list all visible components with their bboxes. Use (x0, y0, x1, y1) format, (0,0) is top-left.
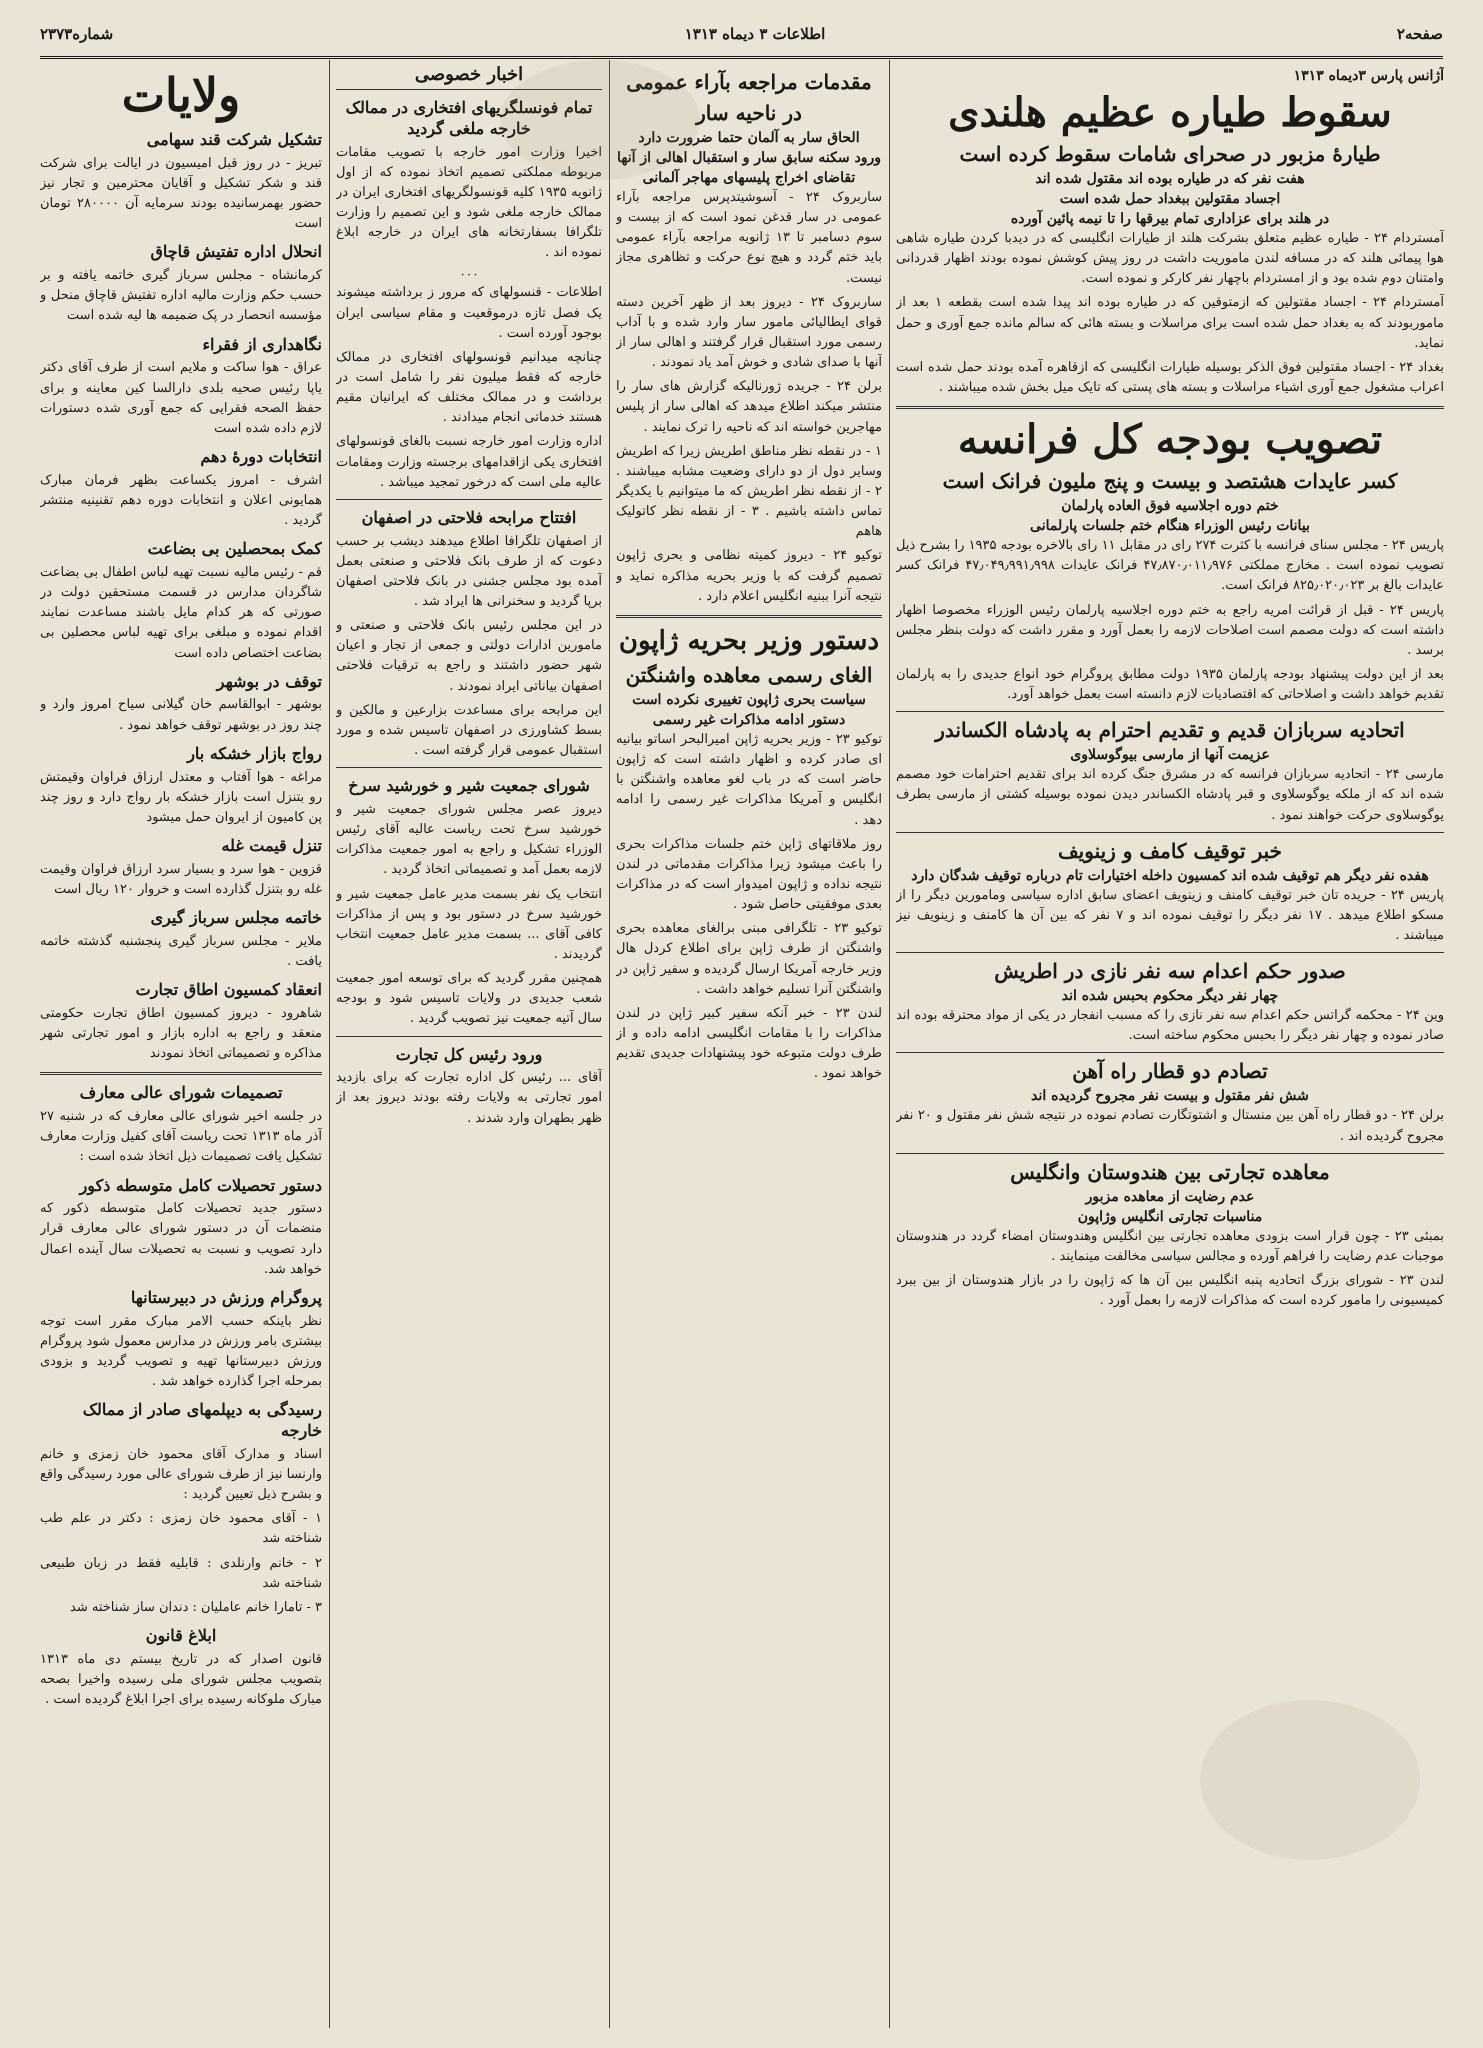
headline-dutch-plane: سقوط طیاره عظیم هلندی (948, 89, 1392, 136)
article-paragraph: دیروز عصر مجلس شورای جمعیت شیر و خورشید سرخ تحت ریاست عالیه آقای رئیس الوزراء تشکیل و راجع به امور جمعیت مذاکرات لازمه بعمل آمد و تصمیماتی اتخاذ گردید . (336, 801, 602, 878)
headline-japan-navy: دستور وزیر بحریه ژاپون (618, 625, 880, 656)
subheadline: ختم دوره اجلاسیه فوق العاده پارلمان (1061, 498, 1279, 515)
masthead-rule (40, 56, 1443, 59)
headline-education-council: تصمیمات شورای عالی معارف (79, 1083, 283, 1103)
column-private-news (336, 64, 602, 2028)
headline-isfahan-bank: افتتاح مرابحه فلاحتی در اصفهان (361, 507, 577, 527)
column-saar-japan (616, 64, 882, 2028)
headline-red-lion: شورای جمعیت شیر و خورشید سرخ (348, 776, 590, 796)
article-paragraph: پاریس ۲۴ - مجلس سنای فرانسه با کثرت ۲۷۴ رای در مقابل ۱۱ رای بالاخره بودجه ۱۹۳۵ را بشرح ذیل تصویب نموده است . مخارج مملکتی ۴۷٫۸۷۰٫۰۱۱٫۹۷۶ فرانک عایدات ۴۷٫۰۴۹٫۹۹۱٫۹۹۸ فرانک کسر عایدات بالغ بر ۸۲۵٫۰۲۰٫۰۲۳ فرانک است. (896, 538, 1444, 594)
headline-india-trade: معاهده تجارتی بین هندوستان وانگلیس (1010, 1159, 1330, 1184)
headline-austria: صدور حکم اعدام سه نفر نازی در اطریش (994, 959, 1346, 984)
article-paragraph: اسناد و مدارک آقای محمود خان زمزی و خانم وارنسا نیز از طرف شورای عالی مورد رسیدگی واقع و بشرح ذیل تعیین گردید : (40, 1446, 322, 1503)
article-paragraph: برلن ۲۴ - دو قطار راه آهن بین منستال و اشتوتگارت تصادم نموده در نتیجه شش نفر مقتول و ۲۰ نفر مجروح گردیده اند . (896, 1108, 1444, 1144)
province-news-text: قزوین - هوا سرد و بسیار سرد ارزاق فراوان وقیمت غله رو بتنزل گذارده است و خروار ۱۲۰ ریال است (40, 861, 322, 897)
issue-number: شماره۲۳۷۳ (40, 25, 114, 43)
section-header: اخبار خصوصی (336, 64, 602, 90)
section-rule (336, 767, 602, 768)
subheadline: ابلاغ قانون (145, 1625, 217, 1645)
subheadline: کسر عایدات هشتصد و بیست و پنج ملیون فرانک است (942, 469, 1398, 494)
article-paragraph: بمبئی ۲۳ - چون قرار است بزودی معاهده تجارتی بین انگلیس وهندوستان امضاء گردد در هندوستان موجبات عدم رضایت را فراهم آورده و مجالس سیاسی مخالفت مینمایند . (896, 1228, 1444, 1264)
section-rule (896, 711, 1444, 712)
article-paragraph: اداره وزارت امور خارجه نسبت بالغای قونسولهای افتخاری یکی ازاقدامهای برجسته وزارت ومقامات عالیه ملی است که درخور تمجید میباشد . (336, 434, 602, 490)
section-rule (336, 1036, 602, 1037)
article-paragraph: دستور جدید تحصیلات کامل متوسطه ذکور که منضمات آن در دستور شورای عالی معارف قرار دارد تصویب و نسبت به تحصیلات سال آینده اعمال خواهد شد. (40, 1201, 322, 1277)
issue-date: اطلاعات ۳ دیماه ۱۳۱۳ (684, 25, 826, 43)
paper-stain (500, 60, 700, 180)
province-news-title: انحلال اداره تفتیش قاچاق (150, 242, 322, 262)
article-paragraph: توکیو ۲۳ - وزیر بحریه ژاپن امیرالبحر اساتو بیانیه ای صادر کرده و اظهار داشته است که ژاپون حاضر است که در باب لغو معاهده واشنگتن با انگلیس و آمریکا مذاکرات غیر رسمی را ادامه دهد . (616, 732, 882, 828)
province-news-text: کرمانشاه - مجلس سرباز گیری خاتمه یافته و بر حسب حکم وزارت مالیه اداره تفتیش قاچاق منحل و مؤسسه انحصار در پک ضمیمه ها لیه شده است (40, 268, 322, 324)
article-paragraph: آمستردام ۲۴ - اجساد مقتولین که ازمتوقین که در طیاره بوده اند پیدا شده است بقطعه ۱ بعد از ماموربودند که به بغداد حمل شده است برای مراسلات و بسته هائی که سالم مانده جمع آوری و حمل نماید. (896, 295, 1444, 351)
subheadline: عزیمت آنها از مارسی بیوگوسلاوی (1070, 747, 1270, 764)
dateline: آژانس پارس ۳دیماه ۱۳۱۳ (1293, 68, 1444, 84)
article-paragraph: لندن ۲۳ - شورای بزرگ اتحادیه پنبه انگلیس بین آن ها که ژاپون را در بازار هندوستان از بین ببرد کمیسیونی را مامور کرده است که مذاکرات لازمه را بعمل آورد . (896, 1272, 1444, 1309)
masthead (40, 14, 1443, 54)
article-paragraph: نظر باینکه حسب الامر مبارک مقرر است توجه بیشتری بامر ورزش در مدارس معمول شود پروگرام ورزش دبیرستانها تهیه و تصویب گردید و بزودی بمرحله اجرا گذارده خواهد شد . (40, 1313, 322, 1390)
headline-trade-chief: ورود رئیس کل تجارت (395, 1044, 543, 1064)
ornament: ۰۰۰ (459, 267, 479, 282)
article-paragraph: پاریس ۲۴ - قبل از قرائت امریه راجع به ختم دوره اجلاسیه پارلمان رئیس الوزراء مخصوصا اظهار داشته است که دولت مصمم است اصلاحات لازمه را بعمل آورد و مقرر داشت که دولت بنظر مجلس برسد . (896, 602, 1444, 658)
article-paragraph: بعد از این دولت پیشنهاد بودجه پارلمان ۱۹۳۵ دولت مطابق پروگرام خود انواع جدیدی را به پارلمان تقدیم خواهد داشت و اصلاحاتی که اقتصادیات لازم دانسته است بعمل خواهد آورد. (896, 666, 1444, 703)
subheadline: هفت نفر که در طیاره بوده اند مقتول شده اند (1035, 171, 1305, 187)
subheadline: پروگرام ورزش در دبیرستانها (130, 1287, 322, 1307)
article-paragraph: انتخاب یک نفر بسمت مدیر عامل جمعیت شیر و خورشید سرخ در دستور بود و پس از مذاکرات کافی آقای ... بسمت مدیر عامل جمعیت انتخاب گردیدند . (336, 886, 602, 962)
province-news-title: کمک بمحصلین بی بضاعت (147, 539, 322, 559)
subheadline: دستور تحصیلات کامل متوسطه ذکور (79, 1175, 322, 1195)
province-news-list (40, 130, 322, 1064)
province-news-title: انعقاد کمسیون اطاق تجارت (135, 980, 322, 1000)
province-news-text: شاهرود - دیروز کمسیون اطاق تجارت حکومتی منعقد و راجع به اداره بازار و امور تجارتی شهر مذاکره و تصمیماتی اتخاذ نمودند (40, 1005, 322, 1062)
headline-consulates: تمام فونسلگریهای افتخاری در ممالک خارجه ملغی گردید (345, 98, 593, 138)
article-paragraph: در این مجلس رئیس بانک فلاحتی و صنعتی و مامورین ادارات دولتی و جمعی از تجار و اعیان شهر حضور داشتند و راجع به ترقیات فلاحتی اصفهان بیاناتی ایراد نمودند . (336, 618, 602, 694)
section-rule (896, 952, 1444, 953)
section-rule (40, 1072, 322, 1075)
subheadline: طیارهٔ مزبور در صحرای شامات سقوط کرده است (959, 142, 1381, 166)
subheadline: الحاق سار به آلمان حتما ضرورت دارد (638, 130, 860, 146)
subheadline: ورود سکنه سابق سار و استقبال اهالی از آنها (616, 150, 881, 166)
headline-france-budget: تصویب بودجه کل فرانسه (957, 416, 1383, 464)
subheadline: بیانات رئیس الوزراء هنگام ختم جلسات پارلمانی (1030, 518, 1310, 535)
article-paragraph: ساربروک ۲۴ - دیروز بعد از ظهر آخرین دسته قوای ایطالیائی مامور سار وارد شده و با آداب رسمی مورد استقبال قرار گرفتند و اهالی سار از آنها با صدای شادی و خوش آمد یاد نمودند . (616, 294, 882, 371)
column-divider (609, 60, 610, 2028)
headline-veterans: اتحادیه سربازان قدیم و تقدیم احترام به پادشاه الکساندر (935, 718, 1405, 743)
list-item: ۳ - تامارا خانم عاملیان : دندان ساز شناخته شد (70, 1599, 322, 1615)
section-rule (336, 499, 602, 500)
province-news-title: نگاهداری از فقراء (202, 334, 322, 354)
section-rule (896, 1153, 1444, 1154)
headline-kamenev: خبر توقیف کامف و زینویف (1057, 838, 1283, 863)
article-paragraph: لندن ۲۳ - خبر آنکه سفیر کبیر ژاپن در لندن مذاکرات را با مقامات انگلیسی ادامه داده و از طرف دولت متبوعه خود پیشنهادات جدیدی تقدیم خواهد نمود . (616, 1005, 882, 1082)
section-title-provinces: ولایات (121, 68, 241, 122)
article-paragraph: بغداد ۲۴ - اجساد مقتولین فوق الذکر بوسیله طیارات انگلیسی که ازقاهره آمده بودند حمل شده است اعراب مشغول جمع آوری اشیاء مراسلات و بسته های پستی که تایک میل بخش شده میباشند . (896, 359, 1444, 395)
headline-saar: مقدمات مراجعه بآراء عمومی (626, 70, 872, 94)
subheadline: سیاست بحری ژاپون تغییری نکرده است (632, 692, 866, 708)
article-paragraph: از اصفهان تلگرافا اطلاع میدهند دیشب بر حسب دعوت که از طرف بانک فلاحتی و صنعتی بعمل آمده بود مجلس جشنی در بانک فلاحتی اصفهان برپا گردید و سخنرانی ها ایراد شد . (336, 533, 602, 610)
subheadline: تقاضای اخراج پلیسهای مهاجر آلمانی (642, 170, 856, 186)
article-paragraph: توکیو ۲۴ - دیروز کمیته نظامی و بحری ژاپون تصمیم گرفت که با وزیر بحریه مذاکره نماید و نتیجه آنرا ببنیه انگلیس اعلام دارد . (616, 548, 882, 604)
article-paragraph: برلن ۲۴ - جریده ژورنالیکه گزارش های سار را منتشر میکند اطلاع میدهد که اهالی سار از پلیس مهاجرین خواسته اند که ناحیه را ترک نمایند . (616, 379, 882, 435)
section-rule (896, 832, 1444, 833)
article-paragraph: مارسی ۲۴ - اتحادیه سربازان فرانسه که در مشرق جنگ کرده اند برای تقدیم احترامات خود مصمم شده اند که از ملکه یوگوسلاوی و قبر پادشاه الکساندر دیدن نموده بوسیله کشتی از مارسی بطرف یوگوسلاوی حرکت خواهند نمود . (896, 767, 1444, 823)
headline-train: تصادم دو قطار راه آهن (1072, 1059, 1268, 1084)
province-news-text: مراغه - هوا آفتاب و معتدل ارزاق فراوان وقیمتش رو بتنزل است بازار خشکه بار رواج دارد و روز چند پن کامیون از ایروان حمل میشود (40, 769, 322, 825)
column-divider (889, 60, 890, 2028)
province-news-title: خاتمه مجلس سرباز گیری (150, 908, 322, 928)
article-paragraph: پاریس ۲۴ - جریده تان خبر توقیف کامنف و زینویف اعضای سابق اداره سیاسی ومامورین دیگر را از مسکو اطلاع میدهد . ۱۷ نفر دیگر را توقیف نموده اند و ۷ نفر که بین آن ها کامنف و زینویف نیز میباشند . (896, 887, 1444, 943)
article-paragraph: وین ۲۴ - محکمه گراتس حکم اعدام سه نفر نازی را که مسبب انفجار در یکی از مواد محترقه بوده اند صادر نموده و چهار نفر دیگر را بحبس محکوم ساخته است. (896, 1008, 1444, 1044)
paper-stain (1200, 1700, 1420, 1860)
article-paragraph: چنانچه میدانیم قونسولهای افتخاری در ممالک خارجه که فقط میلیون نفر را شامل است در برداشت و در ممالک مختلف که ایرانیان مقیم هستند خدماتی انجام میدادند . (336, 349, 602, 426)
list-item: ۱ - آقای محمود خان زمزی : دکتر در علم طب شناخته شد (40, 1511, 322, 1547)
province-news-text: عراق - هوا ساکت و ملایم است از طرف آقای دکتر یاپا رئیس صحیه بلدی دارالسا کین معاینه و برای حفظ الصحه فقرایی که جمع آوری شده دستورات لازم داده شده است (40, 360, 322, 436)
subheadline: هفده نفر دیگر هم توقیف شده اند کمسیون داخله اختیارات تام درباره توقیف شدگان دارد (911, 867, 1429, 884)
subheadline: الغای رسمی معاهده واشنگتن (625, 663, 873, 687)
article-paragraph: آمستردام ۲۴ - طیاره عظیم متعلق بشرکت هلند از طیارات انگلیسی که در دیدبا کردن طیاره شاهی هوا پیمائی هلند که در مسافه لندن ماموریت داشت در روز پیش کوشش نموده بودند اظهار قدردانی وامتنان دوم شده بود و از امستردام باچهار نفر کارکر و نموده است. (896, 231, 1444, 287)
province-news-text: بوشهر - ابوالقاسم خان گیلانی سیاح امروز وارد و چند روز در بوشهر توقف خواهد نمود . (40, 697, 322, 733)
province-news-title: رواج بازار خشکه بار (187, 743, 322, 763)
page-number: صفحه۲ (1396, 25, 1443, 43)
subheadline: چهار نفر دیگر محکوم بحبس شده اند (1061, 988, 1279, 1005)
article-paragraph: ساربروک ۲۴ - آسوشیتدپرس مراجعه بآراء عمومی در سار قدغن نمود است که از بیست و سوم دسامبر تا ۱۳ ژانویه مراجعه بآراء عمومی باید ختم گردد و هیچ نوع حرکت و تظاهری مجاز نیست. (616, 190, 882, 286)
province-news-title: انتخابات دورهٔ دهم (200, 446, 322, 466)
article-paragraph: توکیو ۲۳ - تلگرافی مبنی برالغای معاهده بحری واشنگتن از طرف ژاپن برای اطلاع کردل هال وزیر خارجه آمریکا ارسال گردیده و سفیر ژاپن در واشنگتن آنرا تسلیم خواهد داشت . (616, 921, 882, 997)
article-paragraph: ۱ - در نقطه نظر مناطق اطریش زیرا که اطریش وسایر دول از دو دارای وضعیت مشابه میباشند . ۲ - از نقطه نظر اطریش که ما میتوانیم با یکدیگر تماس داشته باشیم . ۳ - از نقطه نظر کاتولیک هاهم (616, 443, 882, 540)
subheadline: عدم رضایت از معاهده مزبور (1085, 1188, 1255, 1205)
subheadline: در هلند برای عزاداری تمام بیرقها را تا نیمه پائین آورده (1010, 211, 1330, 227)
subheadline: اجساد مقتولین ببغداد حمل شده است (1059, 191, 1281, 207)
section-rule (896, 406, 1444, 409)
article-paragraph: اخیرا وزارت امور خارجه با تصویب مقامات مربوطه مملکتی تصمیم اتخاذ نموده که از اول ژانویه ۱۹۳۵ کلیه قونسولگریهای افتخاری ایران در ممالک خارجه ملغی شود و این تصمیم را وزارت تلگرافا بسفارتخانه های ایران در خارجه ابلاغ نموده اند . (336, 144, 602, 261)
province-news-title: توقف در بوشهر (216, 671, 322, 691)
province-news-text: قم - رئیس مالیه نسبت تهیه لباس اطفال بی بضاعت شاگردان مدارس در قسمت مستحقین دولت در صورتی که هر کدام مایل باشند مساعدت نمایند اقدام نموده و مبلغی برای تهیه لباس محصلین بی بضاعت اختصاص داده است (40, 564, 322, 661)
section-rule (896, 1052, 1444, 1053)
subheadline: در ناحیه سار (696, 101, 802, 125)
column-divider (329, 60, 330, 2028)
article-paragraph: همچنین مقرر گردید که برای توسعه امور جمعیت شعب جدیدی در ولایات تاسیس شود و بودجه سال آتیه جمعیت نیز تصویب گردید . (336, 971, 602, 1027)
province-news-title: تنزل قیمت غله (221, 835, 322, 855)
article-paragraph: اطلاعات - قنسولهای که مرور ز برداشته میشوند یک فصل تازه درموقعیت و مقام سیاسی ایران بوجود آورده است . (336, 285, 602, 341)
section-rule (616, 615, 882, 618)
province-news-text: تبریز - در روز قبل امیسیون در ایالت برای شرکت قند و شکر تشکیل و آقایان محترمین و تجار نیز حضور بهمرسانیده بودند سرمایه آن ۲۸۰۰۰۰ تومان است (40, 155, 322, 232)
column-provinces (40, 64, 322, 2028)
subheadline: دستور ادامه مذاکرات غیر رسمی (652, 712, 846, 728)
subheadline: مناسبات تجارتی انگلیس وژاپون (1077, 1208, 1263, 1225)
subheadline: شش نفر مقتول و بیست نفر مجروح گردیده اند (1031, 1088, 1309, 1105)
article-paragraph: این مرابحه برای مساعدت بزارعین و مالکین و بسط کشاورزی در اصفهان تاسیس شده و مورد استقبال عمومی قرار گرفته است . (336, 702, 602, 759)
subheadline: رسیدگی به دیپلمهای صادر از ممالک خارجه (82, 1400, 322, 1441)
province-news-text: ملایر - مجلس سرباز گیری پنجشنبه گذشته خاتمه یافت . (40, 933, 322, 969)
article-paragraph: قانون اصدار که در تاریخ بیستم دی ماه ۱۳۱۳ بتصویب مجلس شورای ملی رسیده واخیرا بصحه مبارک ملوکانه رسیده برای اجرا ابلاغ گردیده است . (40, 1651, 322, 1708)
article-paragraph: روز ملاقاتهای ژاپن ختم جلسات مذاکرات بحری را باعث میشود زیرا مذاکرات مقدماتی در لندن نتیجه نداده و ژاپون امیدوار است که در مذاکرات بعدی موفقیتی حاصل شود . (616, 836, 882, 913)
list-item: ۲ - خانم وارنلدی : قابلیه فقط در زبان طبیعی شناخته شد (40, 1555, 322, 1591)
article-paragraph: آقای ... رئیس کل اداره تجارت که برای بازدید امور تجارتی به ولایات رفته بودند دیروز بعد از ظهر بطهران وارد شدند . (336, 1070, 602, 1126)
province-news-text: اشرف - امروز یکساعت بظهر فرمان مبارک همایونی اعلان و انتخابات دوره دهم تقنینیه منتشر گردید . (40, 472, 322, 529)
province-news-title: تشکیل شرکت قند سهامی (146, 130, 322, 149)
article-paragraph: در جلسه اخیر شورای عالی معارف که در شنبه ۲۷ آذر ماه ۱۳۱۳ تحت ریاست آقای کفیل وزارت معارف تشکیل یافت تصمیمات ذیل اتخاذ شده است : (40, 1109, 322, 1165)
